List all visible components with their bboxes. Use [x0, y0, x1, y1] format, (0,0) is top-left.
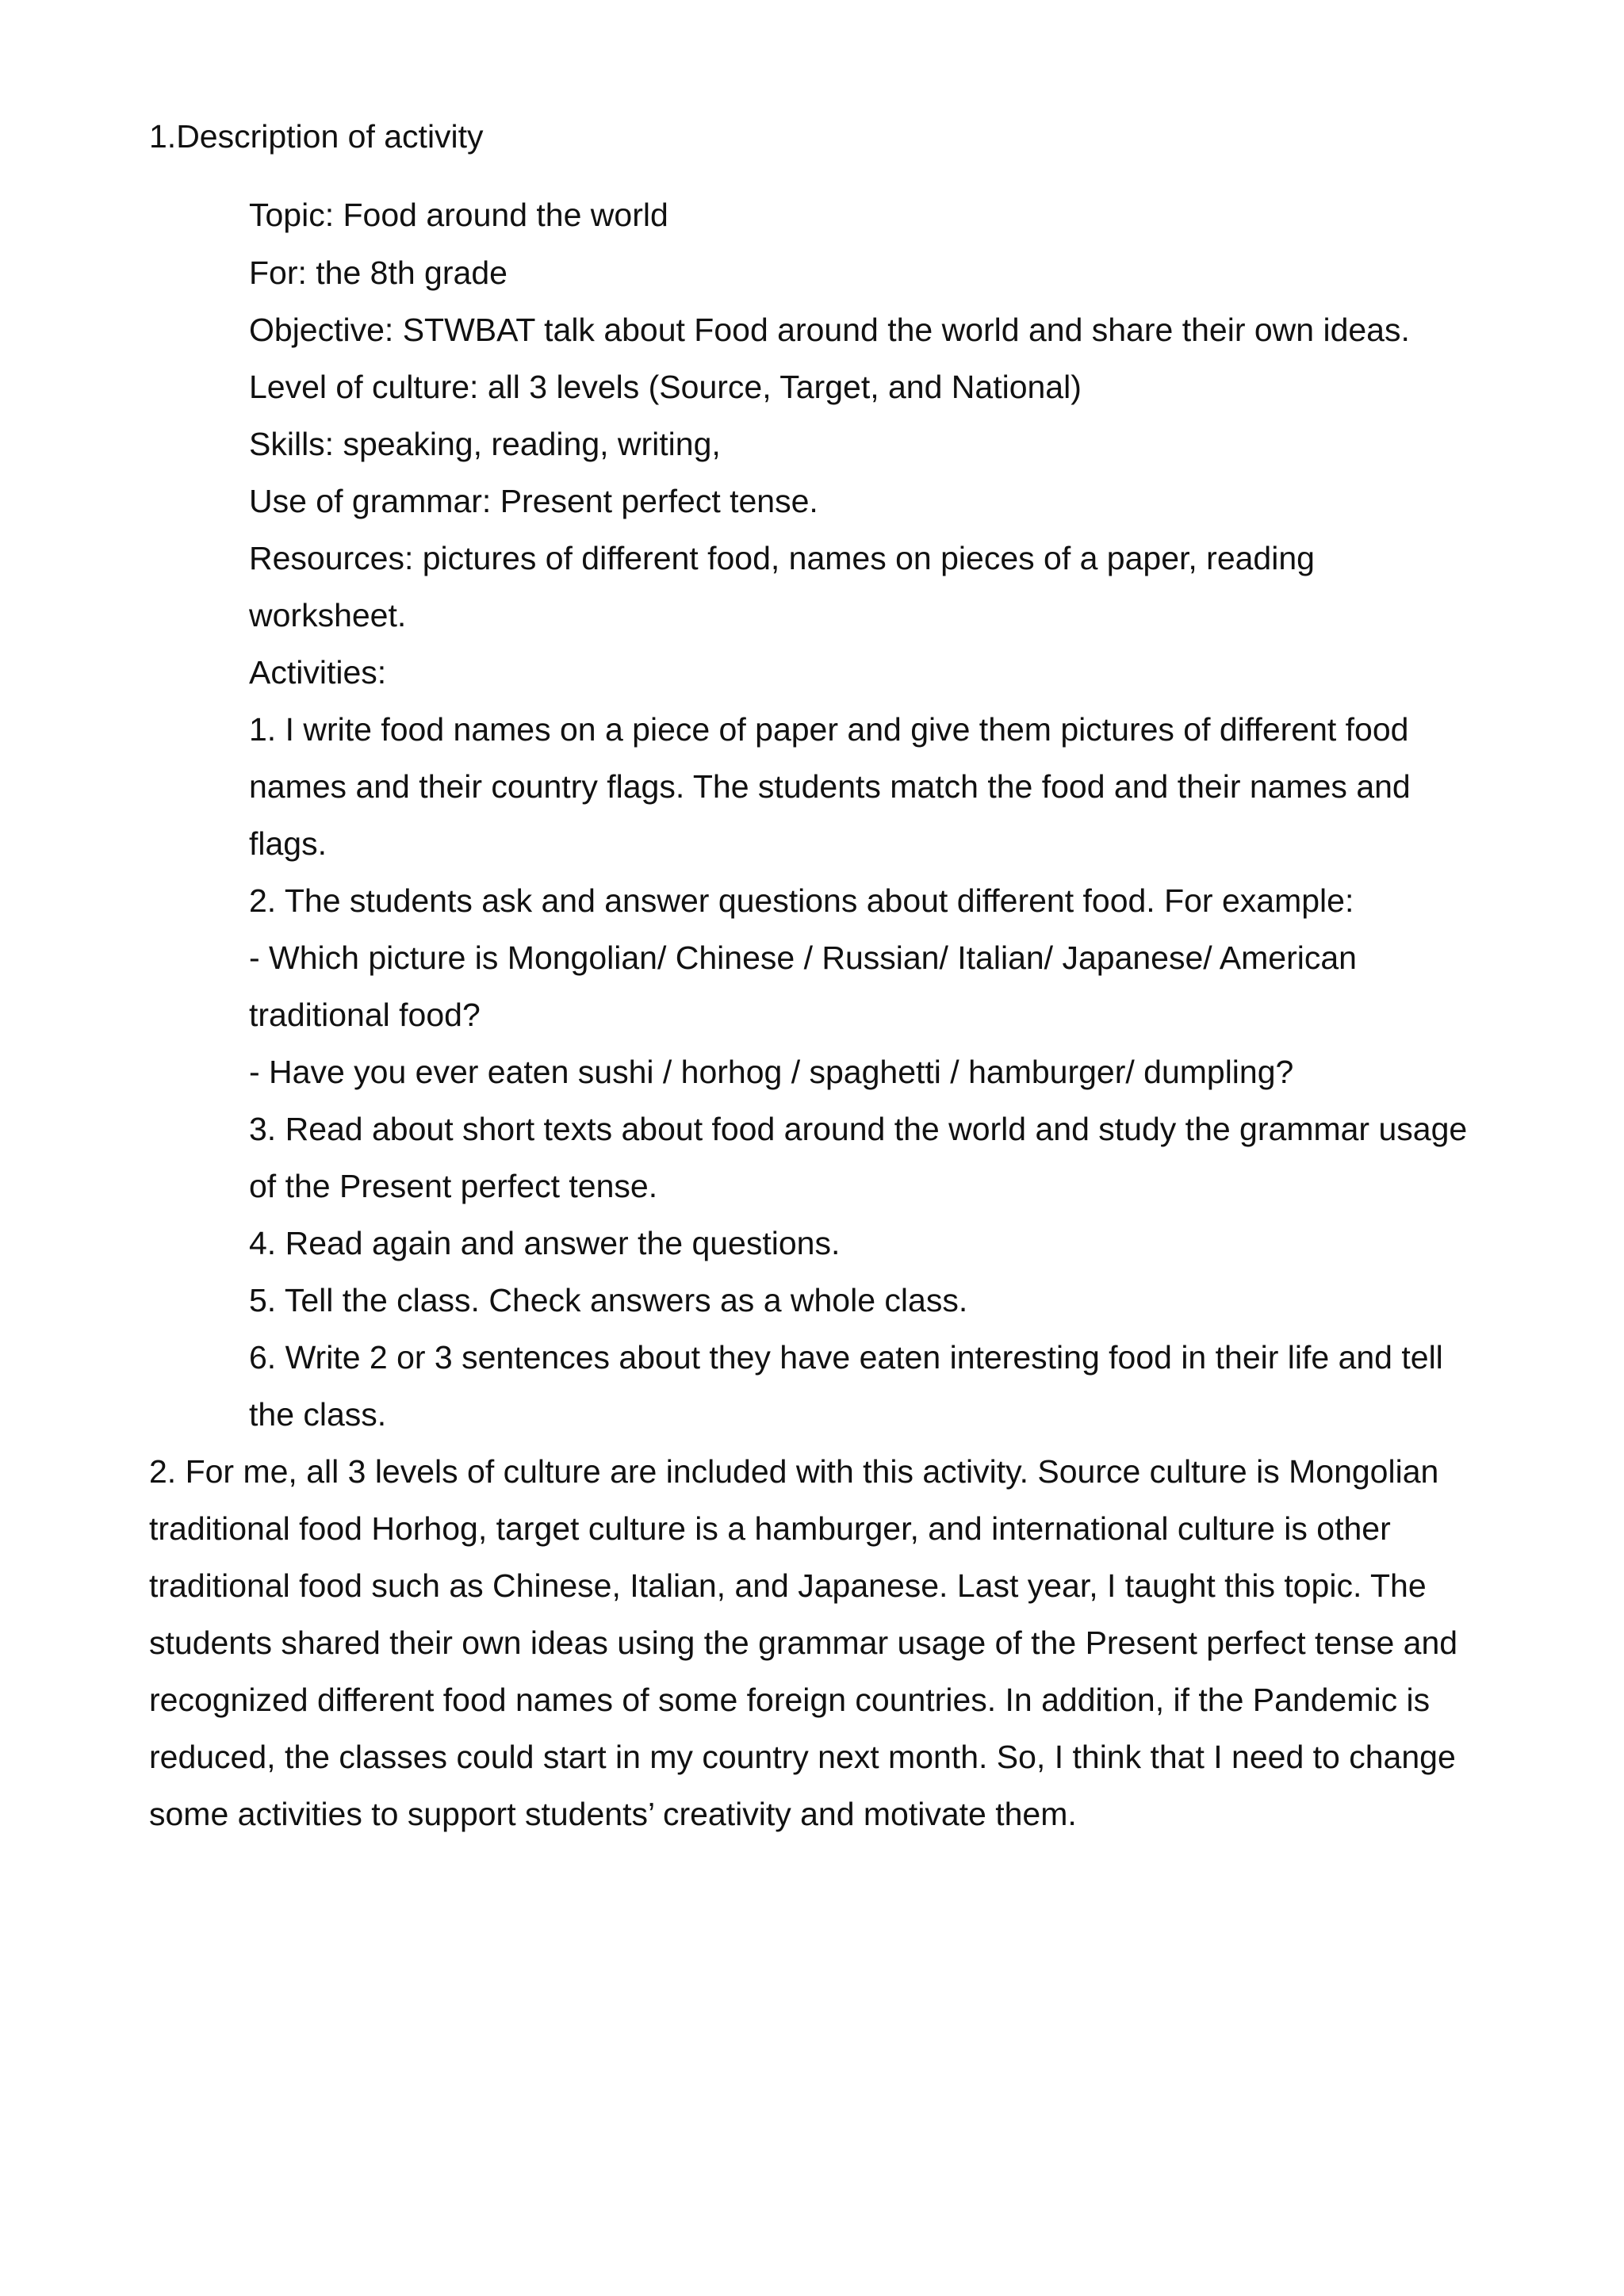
section-2-line: recognized different food names of some foreign countries. In addition, if the Pandemic is: [149, 1682, 1431, 1718]
activity-6-line-2: the class.: [249, 1396, 387, 1433]
skills-line: Skills: speaking, reading, writing,: [249, 426, 721, 462]
section-2-line: 2. For me, all 3 levels of culture are included with this activity. Source culture is Mongolian: [149, 1453, 1439, 1490]
activity-6-line-1: 6. Write 2 or 3 sentences about they have eaten interesting food in their life and tell: [249, 1339, 1443, 1376]
activity-2-question-1-line-1: - Which picture is Mongolian/ Chinese / Russian/ Italian/ Japanese/ American: [249, 939, 1357, 976]
activity-5: 5. Tell the class. Check answers as a whole class.: [249, 1282, 968, 1318]
activity-2-question-2: - Have you ever eaten sushi / horhog / spaghetti / hamburger/ dumpling?: [249, 1054, 1294, 1090]
activity-1-line-3: flags.: [249, 825, 327, 862]
activity-1-line-1: 1. I write food names on a piece of paper and give them pictures of different food: [249, 711, 1409, 748]
objective-line: Objective: STWBAT talk about Food around the world and share their own ideas.: [249, 312, 1410, 348]
resources-line-2: worksheet.: [249, 597, 407, 633]
activity-4: 4. Read again and answer the questions.: [249, 1225, 841, 1261]
topic-line: Topic: Food around the world: [249, 197, 668, 233]
grammar-line: Use of grammar: Present perfect tense.: [249, 483, 818, 519]
section-heading: 1.Description of activity: [149, 118, 484, 155]
section-2-line: some activities to support students’ creativity and motivate them.: [149, 1796, 1077, 1832]
section-2-line: students shared their own ideas using the grammar usage of the Present perfect tense and: [149, 1624, 1458, 1661]
culture-level-line: Level of culture: all 3 levels (Source, Target, and National): [249, 369, 1082, 405]
resources-line-1: Resources: pictures of different food, names on pieces of a paper, reading: [249, 540, 1315, 576]
section-2-line: reduced, the classes could start in my country next month. So, I think that I need to change: [149, 1739, 1456, 1775]
activity-3-line-2: of the Present perfect tense.: [249, 1168, 658, 1204]
activity-3-line-1: 3. Read about short texts about food around the world and study the grammar usage: [249, 1111, 1468, 1147]
activity-1-line-2: names and their country flags. The students match the food and their names and: [249, 768, 1411, 805]
section-2-line: traditional food such as Chinese, Italian, and Japanese. Last year, I taught this topic. The: [149, 1567, 1427, 1604]
activity-2-line-1: 2. The students ask and answer questions about different food. For example:: [249, 882, 1354, 919]
activity-2-question-1-line-2: traditional food?: [249, 997, 481, 1033]
grade-line: For: the 8th grade: [249, 254, 508, 291]
section-2-line: traditional food Horhog, target culture is a hamburger, and international culture is other: [149, 1510, 1391, 1547]
activities-label: Activities:: [249, 654, 387, 691]
